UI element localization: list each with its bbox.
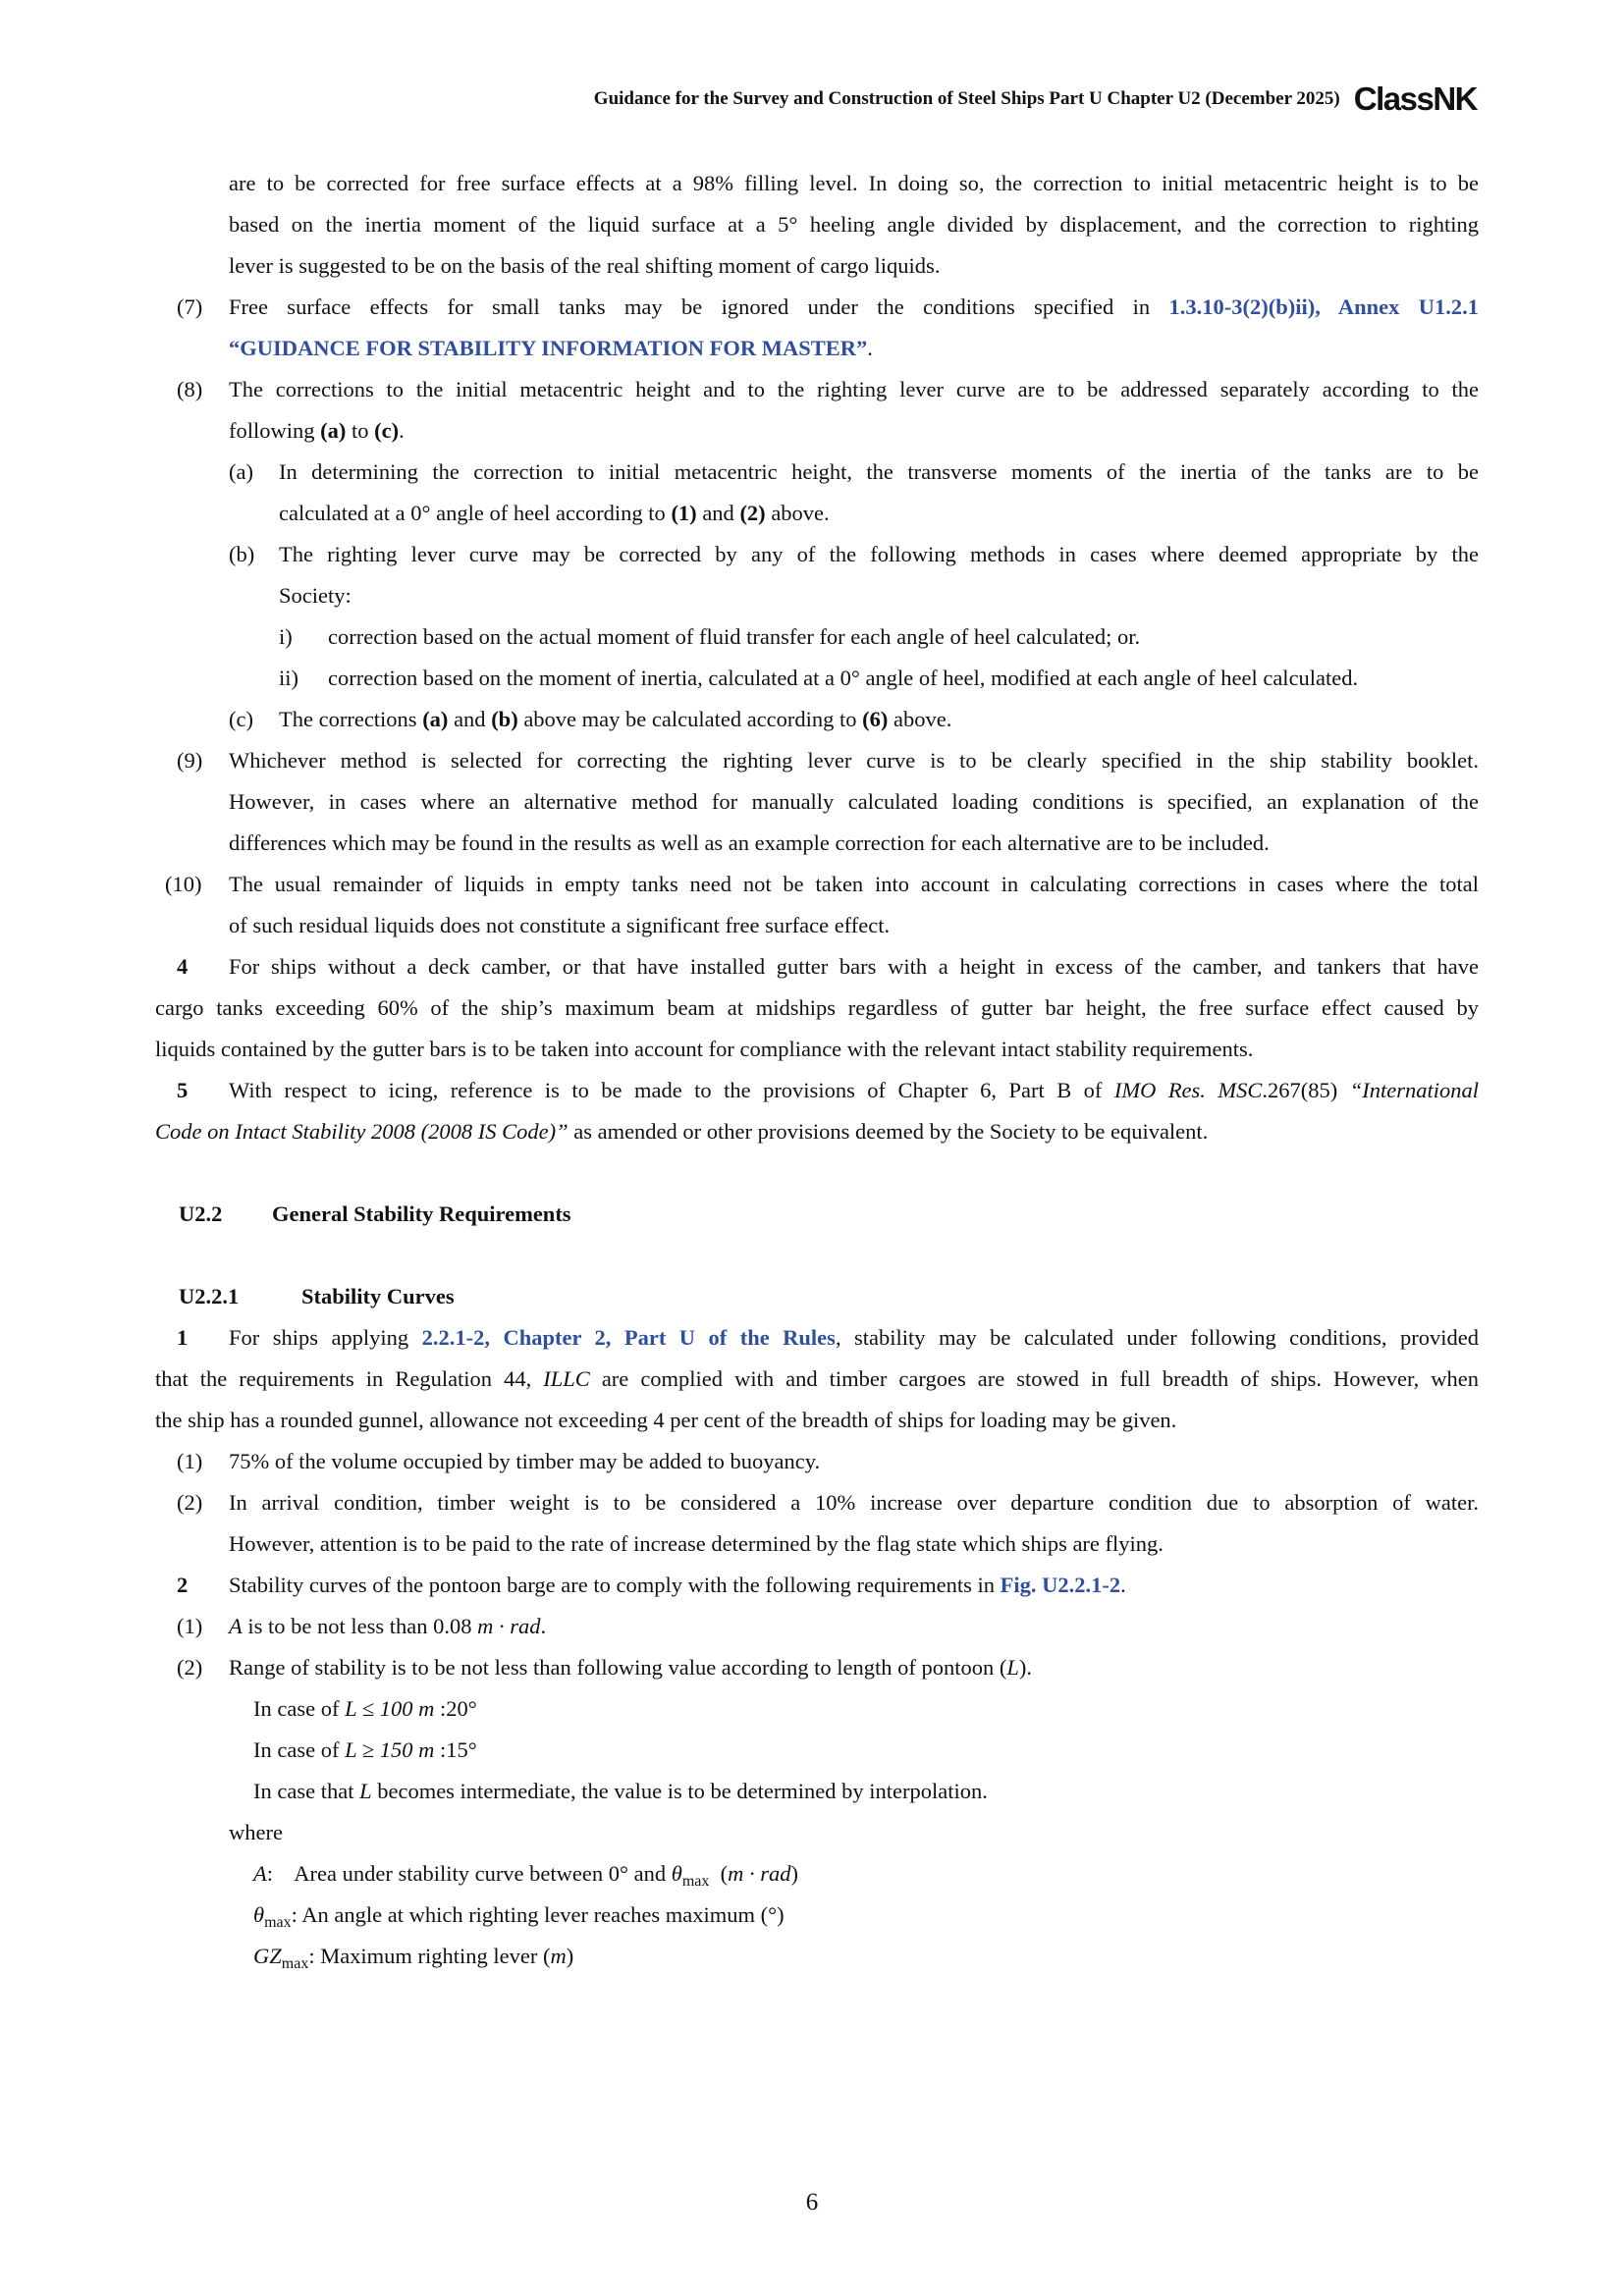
item-number: 1 <box>177 1325 189 1350</box>
body-text: that the requirements in Regulation 44, <box>155 1366 544 1391</box>
reference-link[interactable]: 1.3.10-3(2)(b)ii), Annex U1.2.1 <box>1168 294 1479 319</box>
body-line: Society: <box>279 583 352 608</box>
body-text: ( <box>709 1861 729 1886</box>
page-header <box>0 82 1477 115</box>
body-text: ) <box>790 1861 798 1886</box>
body-text: (1) <box>671 501 697 525</box>
item-number: (9) <box>177 748 203 773</box>
item-number: (2) <box>177 1490 203 1515</box>
stability-paragraph-2 <box>155 1565 1479 1606</box>
section-number: U2.2 <box>179 1201 223 1226</box>
body-line: cargo tanks exceeding 60% of the ship’s maximum beam at midships regardless of gutter bar height, the free surface effect caused by <box>155 995 1479 1020</box>
body-text: (b) <box>491 707 518 731</box>
paragraph-8b <box>155 534 1479 616</box>
body-text: above. <box>765 501 830 525</box>
body-text: Code on Intact Stability 2008 (2008 IS Code)” <box>155 1119 568 1144</box>
classnk-logo: ClassNK <box>1353 80 1477 117</box>
stability-item-1 <box>155 1441 1479 1482</box>
math-symbol: m <box>550 1944 567 1968</box>
paragraph-9 <box>155 740 1479 864</box>
body-line: are to be corrected for free surface effects at a 98% filling level. In doing so, the correction to initial metacentric height is to be <box>229 171 1479 195</box>
math-subscript: max <box>681 1873 710 1890</box>
body-text: ILLC <box>543 1366 590 1391</box>
body-text: . <box>540 1614 547 1638</box>
math-symbol: θ <box>253 1902 265 1927</box>
body-text: calculated at a 0° angle of heel according to <box>279 501 672 525</box>
body-text: (2) <box>739 501 766 525</box>
case-line <box>253 1771 1479 1812</box>
paragraph-8b-i <box>155 616 1479 658</box>
item-number: (7) <box>177 294 203 319</box>
math-symbol: L ≥ 150 m <box>345 1737 435 1762</box>
body-text: : Maximum righting lever ( <box>308 1944 551 1968</box>
reference-link[interactable]: 2.2.1-2, Chapter 2, Part U of the Rules <box>421 1325 836 1350</box>
body-line: correction based on the actual moment of fluid transfer for each angle of heel calculated; or. <box>328 624 1141 649</box>
body-text: “International <box>1349 1078 1479 1102</box>
math-symbol: L <box>1006 1655 1019 1680</box>
item-number: ii) <box>279 666 298 690</box>
item-number: (a) <box>229 459 253 484</box>
body-text: : Area under stability curve between 0° and <box>266 1861 672 1886</box>
body-text: :20° <box>434 1696 477 1721</box>
body-text: is to be not less than 0.08 <box>242 1614 478 1638</box>
body-text: In case of <box>253 1696 346 1721</box>
paragraph-8b-ii <box>155 658 1479 699</box>
math-subscript: max <box>281 1955 309 1972</box>
item-number: (1) <box>177 1449 203 1473</box>
figure-link[interactable]: Fig. U2.2.1-2 <box>1000 1573 1121 1597</box>
item-number: 2 <box>177 1573 189 1597</box>
body-line: The righting lever curve may be corrected by any of the following methods in cases where deemed appropriate by the <box>279 542 1479 566</box>
math-symbol: θ <box>671 1861 682 1886</box>
item-number: 5 <box>177 1078 189 1102</box>
body-text: For ships applying <box>229 1325 422 1350</box>
pontoon-item-1 <box>155 1606 1479 1647</box>
body-text: . <box>399 418 405 443</box>
body-text: , stability may be calculated under following conditions, provided <box>835 1325 1479 1350</box>
body-line: liquids contained by the gutter bars is to be taken into account for compliance with the relevant intact stability requirements. <box>155 1037 1254 1061</box>
section-title: Stability Curves <box>301 1284 455 1308</box>
body-text: The corrections <box>279 707 423 731</box>
math-symbol: GZ <box>253 1944 282 1968</box>
body-text: Stability curves of the pontoon barge are to comply with the following requirements in <box>229 1573 1001 1597</box>
body-text: as amended or other provisions deemed by the Society to be equivalent. <box>568 1119 1209 1144</box>
page-body <box>155 163 1479 1977</box>
body-line: In arrival condition, timber weight is to be considered a 10% increase over departure condition due to absorption of water. <box>229 1490 1479 1515</box>
paragraph-10 <box>155 864 1479 946</box>
definition-line <box>253 1895 1479 1936</box>
body-text: following <box>229 418 321 443</box>
paragraph-5 <box>155 1070 1479 1152</box>
body-text: and <box>448 707 492 731</box>
section-heading <box>179 1194 1479 1235</box>
body-text: (6) <box>862 707 889 731</box>
item-number: (1) <box>177 1614 203 1638</box>
body-text: Free surface effects for small tanks may be ignored under the conditions specified in <box>229 294 1169 319</box>
body-line: the ship has a rounded gunnel, allowance not exceeding 4 per cent of the breadth of ships for loading may be given. <box>155 1408 1177 1432</box>
case-line <box>253 1688 1479 1730</box>
paragraph-8c <box>155 699 1479 740</box>
definition-line <box>253 1853 1479 1895</box>
page-number: 6 <box>805 2189 819 2216</box>
body-text: to <box>346 418 375 443</box>
math-symbol: L <box>359 1779 372 1803</box>
body-text: (a) <box>422 707 449 731</box>
item-number: (8) <box>177 377 203 401</box>
definition-line <box>253 1936 1479 1977</box>
body-text: ). <box>1018 1655 1032 1680</box>
item-number: (10) <box>165 872 202 896</box>
body-text: :15° <box>434 1737 477 1762</box>
where-label: where <box>229 1820 283 1844</box>
case-line <box>253 1730 1479 1771</box>
body-line: based on the inertia moment of the liquid surface at a 5° heeling angle divided by displacement, and the correction to righting <box>229 212 1479 237</box>
body-line: Whichever method is selected for correcting the righting lever curve is to be clearly specified in the ship stability booklet. <box>229 748 1479 773</box>
body-text: and <box>696 501 740 525</box>
math-symbol: L ≤ 100 m <box>345 1696 435 1721</box>
reference-link[interactable]: “GUIDANCE FOR STABILITY INFORMATION FOR MASTER” <box>229 336 868 360</box>
body-text: With respect to icing, reference is to be made to the provisions of Chapter 6, Part B of <box>229 1078 1114 1102</box>
item-number: i) <box>279 624 293 649</box>
body-line: For ships without a deck camber, or that have installed gutter bars with a height in excess of the camber, and tankers that have <box>229 954 1479 979</box>
pontoon-item-2 <box>155 1647 1479 1688</box>
body-line: of such residual liquids does not constitute a significant free surface effect. <box>229 913 891 937</box>
body-text: : An angle at which righting lever reaches maximum (°) <box>291 1902 785 1927</box>
body-line: However, in cases where an alternative method for manually calculated loading conditions is specified, an explanation of the <box>229 789 1479 814</box>
body-text: are complied with and timber cargoes are stowed in full breadth of ships. However, when <box>589 1366 1479 1391</box>
body-text: above may be calculated according to <box>517 707 863 731</box>
document-title: Guidance for the Survey and Construction of Steel Ships Part U Chapter U2 (December 2025) <box>593 87 1340 109</box>
section-number: U2.2.1 <box>179 1284 240 1308</box>
body-text: In case of <box>253 1737 346 1762</box>
subsection-heading <box>179 1276 1479 1317</box>
item-number: (2) <box>177 1655 203 1680</box>
item-number: 4 <box>177 954 189 979</box>
stability-paragraph-1 <box>155 1317 1479 1441</box>
body-text: .267(85) <box>1262 1078 1350 1102</box>
body-text: (a) <box>320 418 347 443</box>
item-number: (c) <box>229 707 253 731</box>
body-line: correction based on the moment of inertia, calculated at a 0° angle of heel, modified at each angle of heel calculated. <box>328 666 1359 690</box>
body-text: . <box>867 336 873 360</box>
body-line: In determining the correction to initial metacentric height, the transverse moments of the inertia of the tanks are to be <box>279 459 1479 484</box>
paragraph-8 <box>155 369 1479 452</box>
math-symbol: m · rad <box>728 1861 791 1886</box>
body-line: The usual remainder of liquids in empty tanks need not be taken into account in calculating corrections in cases where the total <box>229 872 1479 896</box>
body-text: In case that <box>253 1779 360 1803</box>
paragraph-8a <box>155 452 1479 534</box>
body-line: The corrections to the initial metacentric height and to the righting lever curve are to be addressed separately according to the <box>229 377 1479 401</box>
body-text: above. <box>888 707 952 731</box>
math-symbol: m · rad <box>477 1614 541 1638</box>
body-line: 75% of the volume occupied by timber may be added to buoyancy. <box>229 1449 821 1473</box>
paragraph-4 <box>155 946 1479 1070</box>
body-line: However, attention is to be paid to the rate of increase determined by the flag state which ships are flying. <box>229 1531 1164 1556</box>
body-text: IMO Res. MSC <box>1113 1078 1263 1102</box>
math-symbol: A <box>253 1861 267 1886</box>
math-subscript: max <box>264 1914 292 1931</box>
stability-item-2 <box>155 1482 1479 1565</box>
body-line: lever is suggested to be on the basis of the real shifting moment of cargo liquids. <box>229 253 941 278</box>
section-title: General Stability Requirements <box>272 1201 571 1226</box>
body-line: differences which may be found in the results as well as an example correction for each alternative are to be included. <box>229 830 1270 855</box>
math-symbol: A <box>229 1614 243 1638</box>
item-number: (b) <box>229 542 255 566</box>
body-text: (c) <box>374 418 400 443</box>
body-text: becomes intermediate, the value is to be determined by interpolation. <box>371 1779 988 1803</box>
body-text: Range of stability is to be not less than following value according to length of pontoon ( <box>229 1655 1007 1680</box>
body-text: . <box>1120 1573 1126 1597</box>
paragraph-7 <box>155 287 1479 369</box>
body-text: ) <box>566 1944 574 1968</box>
